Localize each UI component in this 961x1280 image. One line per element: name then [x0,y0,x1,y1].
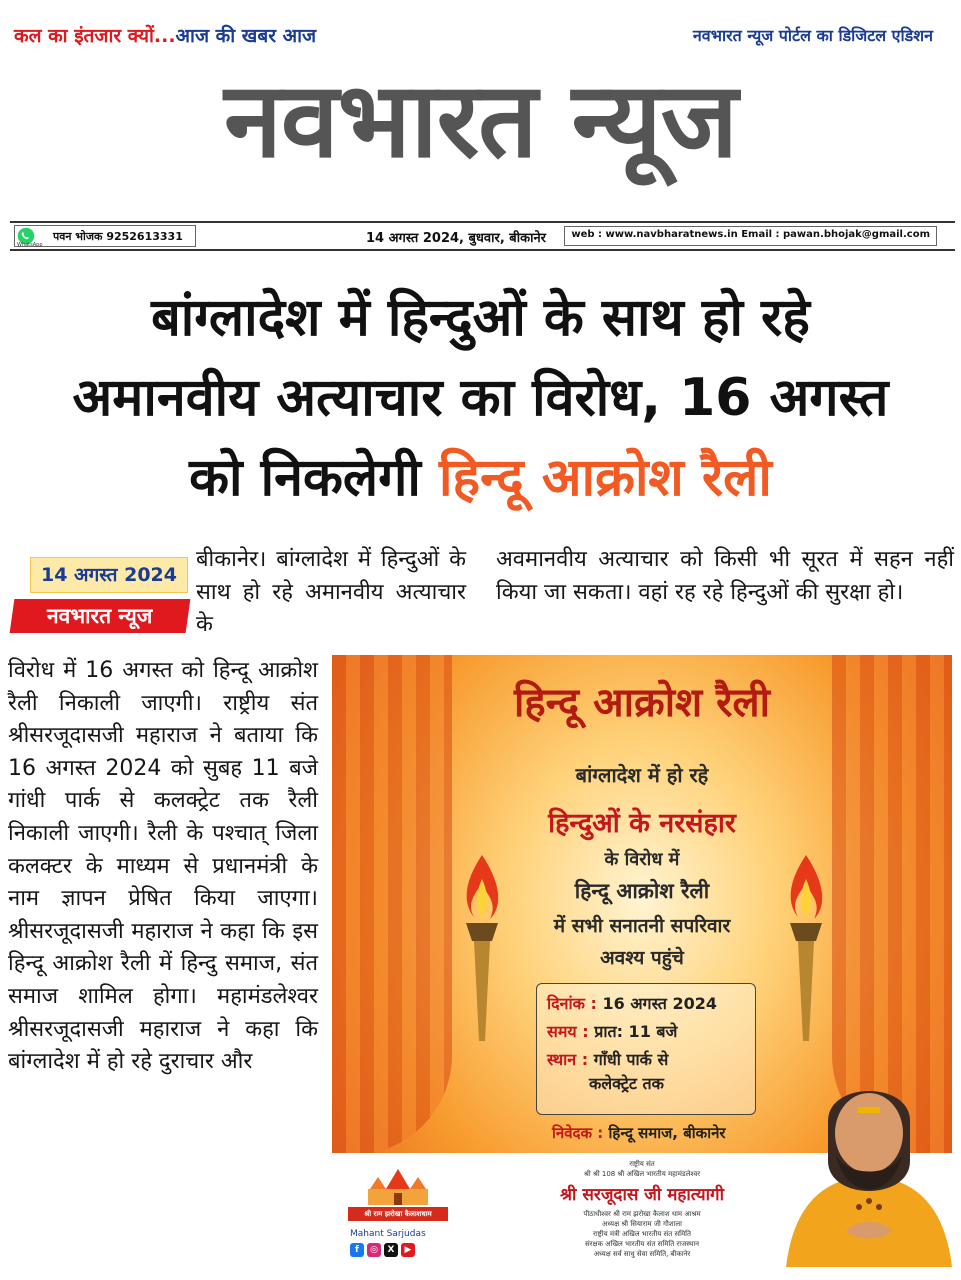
info-bar [10,221,955,251]
poster-title: हिन्दू आक्रोश रैली [513,680,771,726]
rally-place [547,1048,668,1070]
headline-highlight: हिन्दू आक्रोश रैली [439,448,772,508]
rally-place-value-2: कलेक्ट्रेट तक [589,1074,664,1093]
contact-number: पवन भोजक 9252613331 [53,229,183,243]
instagram-icon[interactable]: ◎ [367,1243,381,1257]
sant-portrait [786,1051,952,1267]
ashram-logo [344,1165,452,1263]
poster-subtitle-2: हिन्दुओं के नरसंहार [548,808,736,839]
rally-poster [332,655,952,1267]
rally-time-value: प्रात: 11 बजे [594,1022,678,1041]
rally-date-label: दिनांक : [547,994,597,1013]
sant-info [492,1159,792,1259]
date-brand-badge [10,557,188,639]
sant-line-3: पीठाधीश्वर श्री राम झरोखा कैलाश धाम आश्रम [583,1210,701,1218]
tagline-red: कल का इंतजार क्यों... [14,25,176,47]
temple-icon [364,1167,432,1207]
headline-line-3-prefix: को निकलेगी [189,448,439,508]
headline-line-1: बांग्लादेश में हिन्दुओं के साथ हो रहे [151,288,810,348]
sant-line-1: राष्ट्रीय संत [629,1160,655,1168]
masthead-title: नवभारत न्यूज [224,59,737,181]
sant-line-7: अध्यक्ष सर्व साधु सेवा समिति, बीकानेर [593,1250,691,1258]
sant-line-6: संरक्षक अखिल भारतीय संत समिति राजस्थान [584,1240,700,1248]
article-paragraph-1: बीकानेर। बांग्लादेश में हिन्दुओं के साथ हो रहे अमानवीय अत्याचार के [196,547,466,638]
facebook-icon[interactable]: f [350,1243,364,1257]
nivedak-label: निवेदक : [552,1124,604,1142]
masthead-tagline [14,22,316,48]
headline-line-2: अमानवीय अत्याचार का विरोध, 16 अगस्त [72,368,889,428]
web-email-info[interactable]: web : www.navbharatnews.in Email : pawan.bhojak@gmail.com [564,226,937,246]
curtain-left [332,655,452,1155]
poster-subtitle-5: में सभी सनातनी सपरिवार [553,915,731,937]
badge-brand-text: नवभारत न्यूज [47,604,153,628]
badge-brand [10,599,191,633]
rally-time-label: समय : [547,1022,589,1041]
badge-date: 14 अगस्त 2024 [30,557,188,593]
sant-name: श्री सरजूदास जी महात्यागी [560,1185,724,1205]
rally-details-box [536,983,756,1115]
sant-line-5: राष्ट्रीय मंत्री अखिल भारतीय संत समिति [593,1230,691,1238]
youtube-icon[interactable]: ▶ [401,1243,415,1257]
whatsapp-contact[interactable] [14,225,196,247]
torch-left-icon [452,845,512,1045]
poster-subtitle-3: के विरोध में [604,849,680,870]
torch-right-icon [776,845,836,1045]
sant-line-4: अध्यक्ष श्री सियाराम जी गौशाला [602,1220,682,1228]
poster-subtitle-1: बांग्लादेश में हो रहे [575,763,709,787]
rally-place-label: स्थान : [547,1050,589,1069]
rally-time [547,1020,677,1042]
masthead-edition-tagline: नवभारत न्यूज पोर्टल का डिजिटल एडिशन [692,26,933,45]
rally-date [547,992,717,1014]
poster-nivedak [552,1123,726,1143]
nivedak-value: हिन्दू समाज, बीकानेर [608,1124,726,1142]
logo-name: Mahant Sarjudas [350,1229,426,1239]
poster-subtitle-6: अवश्य पहुंचे [600,947,684,969]
x-icon[interactable]: X [384,1243,398,1257]
tagline-blue: आज की खबर आज [175,25,317,47]
edition-date: 14 अगस्त 2024, बुधवार, बीकानेर [366,231,546,246]
article-paragraph-3: अवमानवीय अत्याचार को किसी भी सूरत में सहन नहीं किया जा सकता। वहां रह रहे हिन्दुओं की सुरक्षा हो। [496,547,954,605]
poster-subtitle-4: हिन्दू आक्रोश रैली [574,879,710,903]
article-paragraph-2: विरोध में 16 अगस्त को हिन्दू आक्रोश रैली निकाली जाएगी। राष्ट्रीय संत श्रीसरजूदासजी महाराज ने बताया कि 16 अगस्त 2024 को सुबह 11 बजे गांधी पार्क से कलक्ट्रेट तक रैली निकाली जाएगी। रैली के पश्चात् जिला कलक्टर के माध्यम से प्रधानमंत्री के नाम ज्ञापन प्रेषित किया जाएगा। श्रीसरजूदासजी महाराज ने कहा कि इस हिन्दू आक्रोश रैली में हिन्दु समाज, संत समाज शामिल होगा। महामंडलेश्वर श्रीसरजूदासजी महाराज ने कहा कि बांग्लादेश में हो रहे दुराचार और [8,658,318,1075]
logo-banner: श्री राम झरोखा कैलाशधाम [348,1207,448,1221]
rally-date-value: 16 अगस्त 2024 [602,994,718,1013]
sant-line-2: श्री श्री 108 श्री अखिल भारतीय महामंडलेश्वर [583,1170,701,1178]
headline-line-3 [0,438,961,518]
whatsapp-label: WhatsApp [17,242,43,248]
main-headline [0,278,961,518]
rally-place-value-1: गाँधी पार्क से [593,1050,669,1069]
social-links [350,1243,415,1257]
